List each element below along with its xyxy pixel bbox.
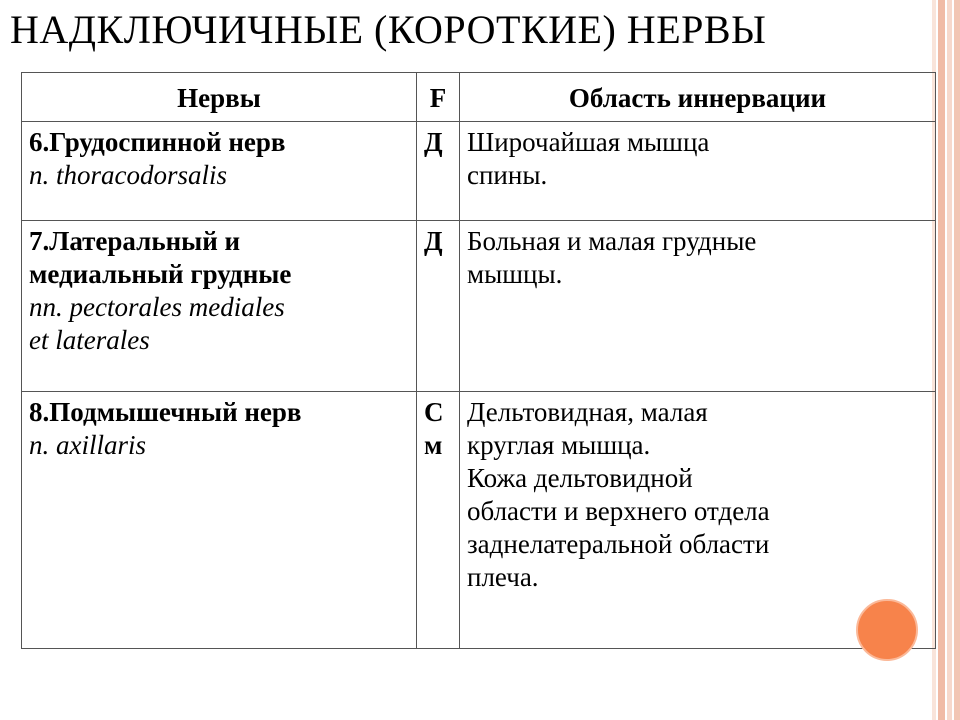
f-value: С xyxy=(424,397,444,427)
f-cell xyxy=(417,122,460,221)
nerve-cell xyxy=(22,122,417,221)
nerve-name: медиальный грудные xyxy=(29,259,292,289)
area-line: заднелатеральной области xyxy=(467,529,770,559)
area-line: Кожа дельтовидной xyxy=(467,463,693,493)
nerve-cell xyxy=(22,221,417,392)
area-line: Больная и малая грудные xyxy=(467,226,757,256)
area-line: спины. xyxy=(467,160,548,190)
area-line: Дельтовидная, малая xyxy=(467,397,708,427)
table-row xyxy=(22,122,936,221)
header-area: Область иннервации xyxy=(460,73,936,122)
area-line: Широчайшая мышца xyxy=(467,127,710,157)
nerve-latin: nn. pectorales mediales xyxy=(29,292,285,322)
nerves-table xyxy=(21,72,936,649)
area-cell xyxy=(460,122,936,221)
area-line: области и верхнего отдела xyxy=(467,496,770,526)
f-value: Д xyxy=(424,127,443,157)
decorative-circle-icon xyxy=(856,599,918,661)
slide-title: НАДКЛЮЧИЧНЫЕ (КОРОТКИЕ) НЕРВЫ xyxy=(10,7,767,52)
table-row xyxy=(22,221,936,392)
nerve-name: 8.Подмышечный нерв xyxy=(29,397,302,427)
f-cell xyxy=(417,392,460,649)
header-nerves: Нервы xyxy=(22,73,417,122)
f-value: м xyxy=(424,430,443,460)
f-value: Д xyxy=(424,226,443,256)
area-line: мышцы. xyxy=(467,259,563,289)
f-cell xyxy=(417,221,460,392)
nerve-name: 6.Грудоспинной нерв xyxy=(29,127,286,157)
table-header-row xyxy=(22,73,936,122)
nerve-latin: n. axillaris xyxy=(29,430,147,460)
nerve-name: 7.Латеральный и xyxy=(29,226,241,256)
area-cell xyxy=(460,221,936,392)
area-line: плеча. xyxy=(467,562,539,592)
nerve-cell xyxy=(22,392,417,649)
header-f: F xyxy=(417,73,460,122)
area-line: круглая мышца. xyxy=(467,430,651,460)
nerve-latin: et laterales xyxy=(29,325,150,355)
nerve-latin: n. thoracodorsalis xyxy=(29,160,228,190)
table-row xyxy=(22,392,936,649)
